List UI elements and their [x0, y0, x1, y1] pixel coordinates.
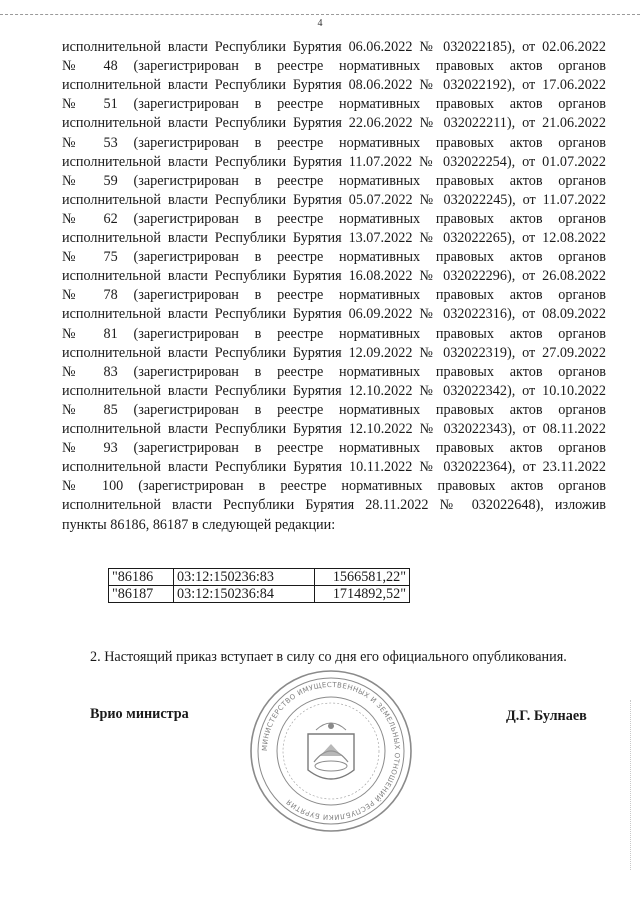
body-line: № 62 (зарегистрирован в реестре нормативных правовых актов органов — [62, 210, 606, 227]
body-line: пункты 86186, 86187 в следующей редакции: — [62, 516, 336, 533]
body-line: исполнительной власти Республики Бурятия 13.07.2022 № 032022265), от 12.08.2022 — [62, 230, 606, 246]
table-cell-item: "86186 — [109, 569, 174, 586]
body-line: исполнительной власти Республики Бурятия 28.11.2022 № 032022648), изложив — [62, 497, 606, 514]
scan-edge-mark — [630, 700, 631, 870]
table-row — [109, 569, 410, 586]
official-seal — [246, 666, 416, 836]
body-line: № 81 (зарегистрирован в реестре нормативных правовых актов органов — [62, 325, 606, 342]
table-row — [109, 586, 410, 603]
body-line: № 93 (зарегистрирован в реестре нормативных правовых актов органов — [62, 440, 606, 457]
table-cell-value: 1714892,52" — [315, 586, 410, 603]
body-line: исполнительной власти Республики Бурятия 12.10.2022 № 032022343), от 08.11.2022 — [62, 421, 606, 437]
body-line: № 48 (зарегистрирован в реестре нормативных правовых актов органов — [62, 58, 606, 75]
body-line: исполнительной власти Республики Бурятия 06.09.2022 № 032022316), от 08.09.2022 — [62, 306, 606, 323]
body-line: исполнительной власти Республики Бурятия 16.08.2022 № 032022296), от 26.08.2022 — [62, 268, 606, 285]
table-cell-item: "86187 — [109, 586, 174, 603]
body-line: исполнительной власти Республики Бурятия 11.07.2022 № 032022254), от 01.07.2022 — [62, 153, 606, 170]
body-line: исполнительной власти Республики Бурятия 10.11.2022 № 032022364), от 23.11.2022 — [62, 459, 606, 476]
body-line: исполнительной власти Республики Бурятия 22.06.2022 № 032022211), от 21.06.2022 — [62, 115, 606, 132]
body-line: № 53 (зарегистрирован в реестре нормативных правовых актов органов — [62, 134, 606, 151]
table-cell-value: 1566581,22" — [315, 569, 410, 586]
body-line: исполнительной власти Республики Бурятия 12.10.2022 № 032022342), от 10.10.2022 — [62, 382, 606, 399]
signatory-position: Врио министра — [90, 706, 189, 722]
body-line: исполнительной власти Республики Бурятия 08.06.2022 № 032022192), от 17.06.2022 — [62, 77, 606, 94]
parcels-table — [108, 568, 410, 603]
page-number: 4 — [317, 18, 323, 29]
body-line: исполнительной власти Республики Бурятия 06.06.2022 № 032022185), от 02.06.2022 — [62, 39, 606, 55]
signatory-name: Д.Г. Булнаев — [506, 708, 587, 724]
seal-emblem — [308, 723, 354, 779]
body-line: № 100 (зарегистрирован в реестре нормативных правовых актов органов — [62, 478, 606, 495]
body-line: № 59 (зарегистрирован в реестре нормативных правовых актов органов — [62, 172, 606, 189]
clause-2: 2. Настоящий приказ вступает в силу со дня его официального опубликования. — [90, 649, 567, 665]
page-top-rule — [0, 14, 640, 15]
body-line: № 83 (зарегистрирован в реестре нормативных правовых актов органов — [62, 363, 606, 380]
body-line: исполнительной власти Республики Бурятия 05.07.2022 № 032022245), от 11.07.2022 — [62, 191, 606, 208]
body-line: № 78 (зарегистрирован в реестре нормативных правовых актов органов — [62, 287, 606, 304]
body-line: № 51 (зарегистрирован в реестре нормативных правовых актов органов — [62, 96, 606, 113]
body-line: исполнительной власти Республики Бурятия 12.09.2022 № 032022319), от 27.09.2022 — [62, 344, 606, 361]
seal-ring-text: МИНИСТЕРСТВО ИМУЩЕСТВЕННЫХ И ЗЕМЕЛЬНЫХ ОТНОШЕНИЙ РЕСПУБЛИКИ БУРЯТИЯ — [260, 680, 402, 822]
table-cell-cadastral-number: 03:12:150236:83 — [174, 569, 315, 586]
body-line: № 85 (зарегистрирован в реестре нормативных правовых актов органов — [62, 401, 606, 418]
body-line: № 75 (зарегистрирован в реестре нормативных правовых актов органов — [62, 249, 606, 266]
table-cell-cadastral-number: 03:12:150236:84 — [174, 586, 315, 603]
